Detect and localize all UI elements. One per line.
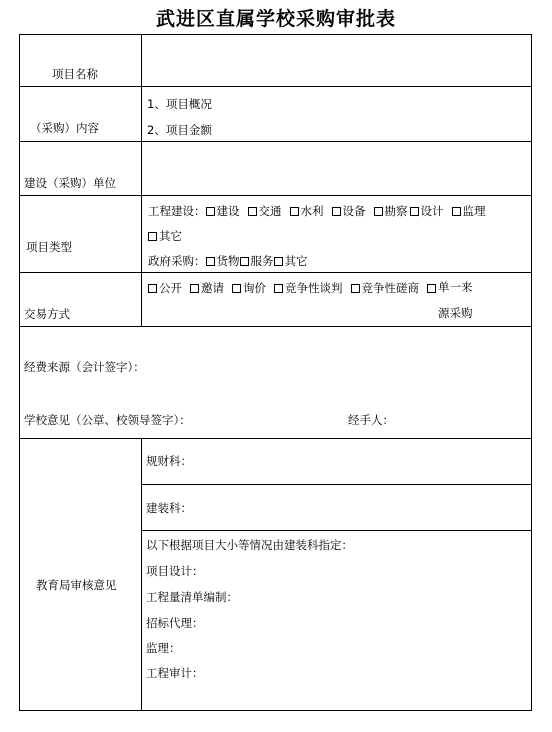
- checkbox-icon: [274, 284, 283, 293]
- project-name-label: 项目名称: [52, 67, 98, 81]
- content-amount: 2、项目金额: [147, 123, 212, 137]
- item-tender-agent: 招标代理：: [146, 616, 204, 630]
- row-separator: [19, 438, 532, 439]
- checkbox-icon: [206, 207, 215, 216]
- unit-label: 建设（采购）单位: [24, 176, 116, 190]
- project-type-label: 项目类型: [26, 240, 72, 254]
- option-fuwu[interactable]: 服务: [240, 254, 274, 268]
- finance-section-label: 规财科：: [146, 454, 192, 468]
- option-danyi-text: 单一来源采购: [438, 280, 473, 320]
- option-danyi[interactable]: [427, 280, 476, 320]
- content-label: （采购）内容: [30, 121, 99, 135]
- option-qita[interactable]: 其它: [148, 229, 182, 243]
- checkbox-icon: [332, 207, 341, 216]
- checkbox-icon: [427, 284, 436, 293]
- gov-options-line: [148, 253, 308, 269]
- trade-options-line: [148, 280, 476, 326]
- construction-section-label: 建装科：: [146, 501, 192, 515]
- checkbox-icon: [248, 207, 257, 216]
- checkbox-icon: [206, 257, 215, 266]
- option-huowu[interactable]: 货物: [206, 254, 240, 268]
- checkbox-icon: [351, 284, 360, 293]
- option-shuili[interactable]: 水利: [290, 204, 324, 218]
- row-separator: [19, 326, 532, 327]
- option-shebei[interactable]: 设备: [332, 204, 366, 218]
- option-jiaotong[interactable]: 交通: [248, 204, 282, 218]
- row-separator: [141, 530, 532, 531]
- checkbox-icon: [290, 207, 299, 216]
- option-tanpan[interactable]: 竞争性谈判: [274, 281, 343, 295]
- option-jianshe[interactable]: 建设: [206, 204, 240, 218]
- checkbox-icon: [232, 284, 241, 293]
- option-cuoshang[interactable]: 竞争性磋商: [351, 281, 420, 295]
- row-separator: [19, 86, 532, 87]
- school-opinion-label: 学校意见（公章、校领导签字）：: [24, 413, 191, 427]
- option-sheji[interactable]: 设计: [410, 204, 444, 218]
- row-separator: [19, 195, 532, 196]
- funding-label: 经费来源（会计签字）：: [24, 360, 145, 374]
- checkbox-icon: [452, 207, 461, 216]
- item-supervision: 监理：: [146, 641, 181, 655]
- handler-label: 经手人：: [348, 413, 394, 427]
- checkbox-icon: [240, 257, 249, 266]
- row-separator: [141, 484, 532, 485]
- bureau-label: 教育局审核意见: [36, 578, 117, 592]
- project-name-field[interactable]: [142, 35, 531, 86]
- table-border-bottom: [19, 710, 532, 711]
- row-separator: [19, 272, 532, 273]
- engineering-options-line-2: [148, 228, 190, 244]
- checkbox-icon: [410, 207, 419, 216]
- table-border-left: [19, 34, 20, 711]
- form-title: 武进区直属学校采购审批表: [155, 8, 396, 30]
- option-yaoqing[interactable]: 邀请: [190, 281, 224, 295]
- column-divider-lower: [141, 438, 142, 711]
- checkbox-icon: [374, 207, 383, 216]
- trade-method-label: 交易方式: [24, 307, 70, 321]
- item-audit: 工程审计：: [146, 666, 204, 680]
- option-jianli[interactable]: 监理: [452, 204, 486, 218]
- option-kancha[interactable]: 勘察: [374, 204, 408, 218]
- checkbox-icon: [274, 257, 283, 266]
- item-design: 项目设计：: [146, 564, 204, 578]
- engineering-options-line: [148, 203, 486, 219]
- engineering-label: 工程建设：: [148, 204, 206, 218]
- option-xunjia[interactable]: 询价: [232, 281, 266, 295]
- checkbox-icon: [190, 284, 199, 293]
- option-gongkai[interactable]: 公开: [148, 281, 182, 295]
- table-border-right: [531, 34, 532, 711]
- gov-label: 政府采购：: [148, 254, 206, 268]
- checkbox-icon: [148, 284, 157, 293]
- bureau-note: 以下根据项目大小等情况由建装科指定：: [146, 538, 353, 552]
- item-bill-of-quantities: 工程量清单编制：: [146, 590, 238, 604]
- content-overview: 1、项目概况: [147, 97, 212, 111]
- unit-field[interactable]: [142, 142, 531, 195]
- checkbox-icon: [148, 232, 157, 241]
- option-gov-qita[interactable]: 其它: [274, 254, 308, 268]
